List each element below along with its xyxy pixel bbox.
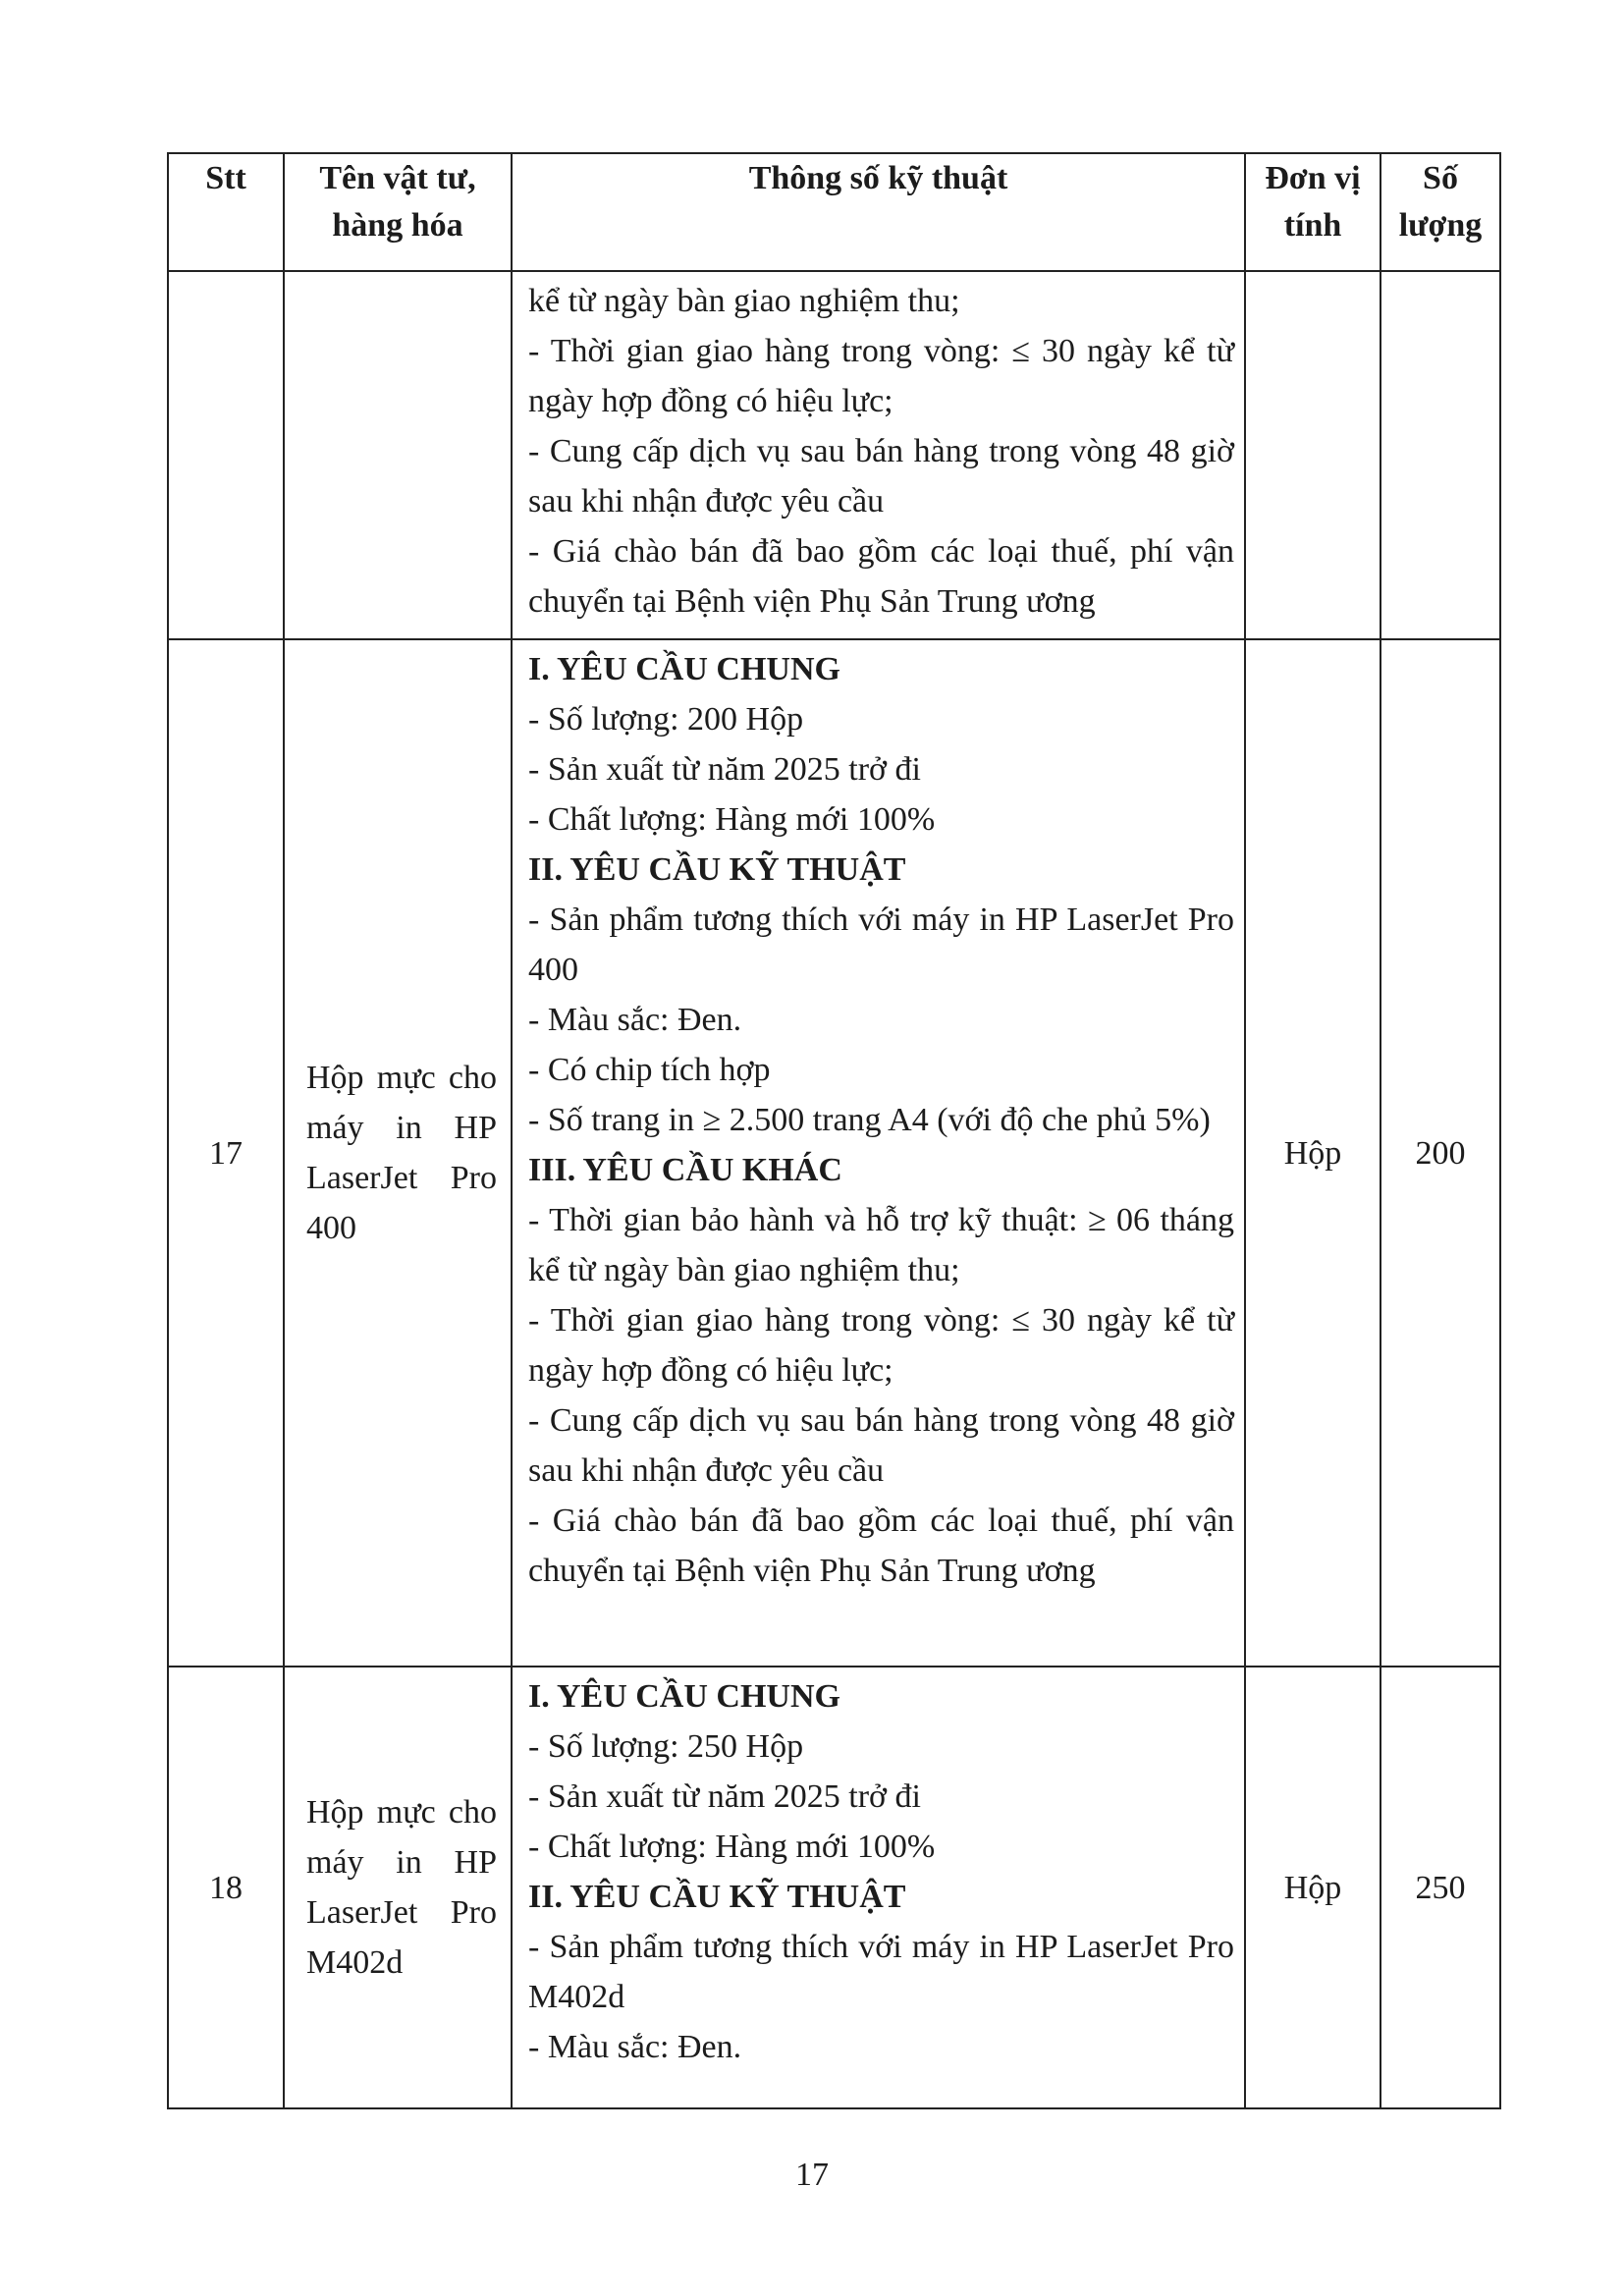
table-row bbox=[168, 1667, 1500, 2108]
spec-line: - Sản xuất từ năm 2025 trở đi bbox=[528, 751, 921, 788]
row-spec bbox=[512, 639, 1245, 1667]
page-number: 17 bbox=[795, 2157, 829, 2193]
spec-section-heading: II. YÊU CẦU KỸ THUẬT bbox=[528, 851, 906, 888]
spec-line: - Số lượng: 250 Hộp bbox=[528, 1728, 804, 1765]
table-row bbox=[168, 639, 1500, 1667]
header-unit: Đơn vị tính bbox=[1245, 153, 1380, 271]
row-stt: 17 bbox=[168, 639, 284, 1667]
continuation-line: - Giá chào bán đã bao gồm các loại thuế, phí vận chuyển tại Bệnh viện Phụ Sản Trung ương bbox=[528, 533, 1234, 620]
spec-section-heading: III. YÊU CẦU KHÁC bbox=[528, 1152, 842, 1188]
spec-line: - Sản xuất từ năm 2025 trở đi bbox=[528, 1778, 921, 1815]
continuation-line: - Thời gian giao hàng trong vòng: ≤ 30 ngày kể từ ngày hợp đồng có hiệu lực; bbox=[528, 333, 1234, 419]
spec-line: - Màu sắc: Đen. bbox=[528, 2029, 742, 2065]
header-spec: Thông số kỹ thuật bbox=[512, 153, 1245, 271]
spec-section-heading: II. YÊU CẦU KỸ THUẬT bbox=[528, 1879, 906, 1915]
spec-line: - Số trang in ≥ 2.500 trang A4 (với độ che phủ 5%) bbox=[528, 1102, 1211, 1138]
spec-line: - Cung cấp dịch vụ sau bán hàng trong vòng 48 giờ sau khi nhận được yêu cầu bbox=[528, 1402, 1234, 1489]
continuation-unit bbox=[1245, 271, 1380, 639]
spec-line: - Có chip tích hợp bbox=[528, 1052, 771, 1088]
spec-line: - Chất lượng: Hàng mới 100% bbox=[528, 1829, 936, 1865]
row-unit: Hộp bbox=[1245, 1667, 1380, 2108]
row-qty: 250 bbox=[1380, 1667, 1500, 2108]
row-stt: 18 bbox=[168, 1667, 284, 2108]
continuation-line: kể từ ngày bàn giao nghiệm thu; bbox=[528, 283, 960, 319]
spec-line: - Giá chào bán đã bao gồm các loại thuế, phí vận chuyển tại Bệnh viện Phụ Sản Trung ương bbox=[528, 1503, 1234, 1589]
spec-line: - Số lượng: 200 Hộp bbox=[528, 701, 804, 738]
continuation-stt bbox=[168, 271, 284, 639]
continuation-qty bbox=[1380, 271, 1500, 639]
header-qty: Số lượng bbox=[1380, 153, 1500, 271]
spec-line: - Thời gian giao hàng trong vòng: ≤ 30 ngày kể từ ngày hợp đồng có hiệu lực; bbox=[528, 1302, 1234, 1389]
continuation-spec bbox=[512, 271, 1245, 639]
specification-table bbox=[167, 152, 1501, 2109]
spec-section-heading: I. YÊU CẦU CHUNG bbox=[528, 1678, 840, 1715]
spec-line: - Chất lượng: Hàng mới 100% bbox=[528, 801, 936, 838]
table-row-continuation bbox=[168, 271, 1500, 639]
row-spec bbox=[512, 1667, 1245, 2108]
header-name: Tên vật tư, hàng hóa bbox=[284, 153, 512, 271]
row-qty: 200 bbox=[1380, 639, 1500, 1667]
spec-line: - Màu sắc: Đen. bbox=[528, 1002, 742, 1038]
row-unit: Hộp bbox=[1245, 639, 1380, 1667]
row-item-name: Hộp mực cho máy in HP LaserJet Pro 400 bbox=[284, 639, 512, 1667]
header-stt: Stt bbox=[168, 153, 284, 271]
spec-line: - Thời gian bảo hành và hỗ trợ kỹ thuật: ≥ 06 tháng kể từ ngày bàn giao nghiệm thu; bbox=[528, 1202, 1234, 1288]
continuation-name bbox=[284, 271, 512, 639]
spec-line: - Sản phẩm tương thích với máy in HP LaserJet Pro 400 bbox=[528, 902, 1234, 988]
spec-line: - Sản phẩm tương thích với máy in HP LaserJet Pro M402d bbox=[528, 1929, 1234, 2015]
row-item-name: Hộp mực cho máy in HP LaserJet Pro M402d bbox=[284, 1667, 512, 2108]
table-header bbox=[168, 153, 1500, 271]
continuation-line: - Cung cấp dịch vụ sau bán hàng trong vòng 48 giờ sau khi nhận được yêu cầu bbox=[528, 433, 1234, 519]
spec-section-heading: I. YÊU CẦU CHUNG bbox=[528, 651, 840, 687]
